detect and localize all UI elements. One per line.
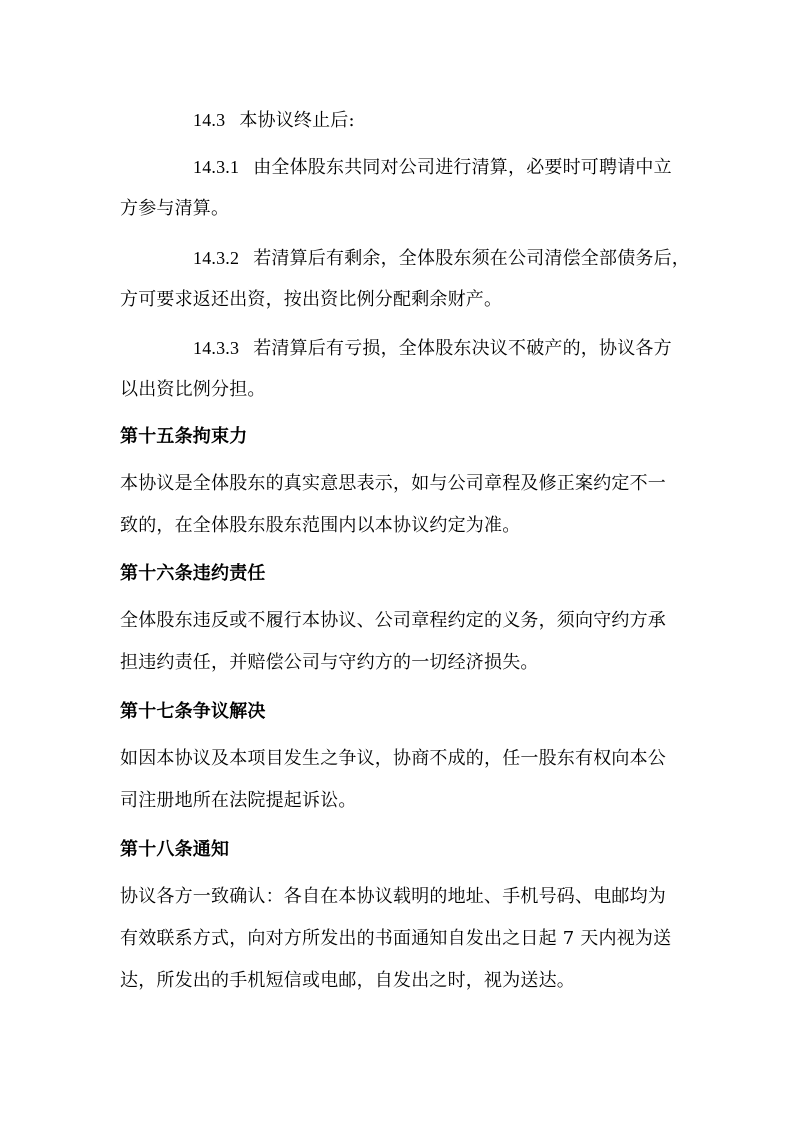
clause-text: 若清算后有剩余，全体股东须在公司清偿全部债务后， — [253, 248, 691, 269]
clause-14-3-3-line-1 — [193, 336, 672, 361]
clause-text: 若清算后有亏损，全体股东决议不破产的，协议各方 — [253, 338, 672, 359]
clause-14-3-2-line-1 — [193, 246, 690, 271]
article-18-line-1: 协议各方一致确认：各自在本协议载明的地址、手机号码、电邮均为 — [120, 886, 666, 907]
article-17-heading: 第十七条争议解决 — [120, 701, 266, 722]
clause-number: 14.3.3 — [193, 338, 240, 358]
clause-text: 本协议终止后: — [239, 110, 355, 131]
article-15-heading: 第十五条拘束力 — [120, 426, 248, 447]
article-18-heading: 第十八条通知 — [120, 839, 230, 860]
clause-text: 由全体股东共同对公司进行清算，必要时可聘请中立 — [253, 157, 672, 178]
article-16-line-2: 担违约责任，并赔偿公司与守约方的一切经济损失。 — [120, 652, 539, 673]
article-16-heading: 第十六条违约责任 — [120, 563, 266, 584]
clause-number: 14.3 — [193, 110, 226, 130]
article-15-line-1: 本协议是全体股东的真实意思表示，如与公司章程及修正案约定不一 — [120, 473, 666, 494]
article-18-line-2: 有效联系方式，向对方所发出的书面通知自发出之日起 7 天内视为送 — [120, 928, 672, 949]
clause-14-3-3-line-2: 以出资比例分担。 — [120, 379, 266, 400]
clause-14-3-2-line-2: 方可要求返还出资，按出资比例分配剩余财产。 — [120, 289, 503, 310]
article-15-line-2: 致的，在全体股东股东范围内以本协议约定为准。 — [120, 515, 521, 536]
clause-14-3-1-line-1 — [193, 155, 672, 180]
article-18-line-3: 达，所发出的手机短信或电邮，自发出之时，视为送达。 — [120, 970, 575, 991]
clause-14-3-line-1 — [193, 108, 355, 133]
clause-number: 14.3.2 — [193, 248, 240, 268]
clause-number: 14.3.1 — [193, 157, 240, 177]
clause-14-3-1-line-2: 方参与清算。 — [120, 198, 230, 219]
article-17-line-2: 司注册地所在法院提起诉讼。 — [120, 790, 357, 811]
article-17-line-1: 如因本协议及本项目发生之争议，协商不成的，任一股东有权向本公 — [120, 748, 666, 769]
article-16-line-1: 全体股东违反或不履行本协议、公司章程约定的义务，须向守约方承 — [120, 610, 666, 631]
